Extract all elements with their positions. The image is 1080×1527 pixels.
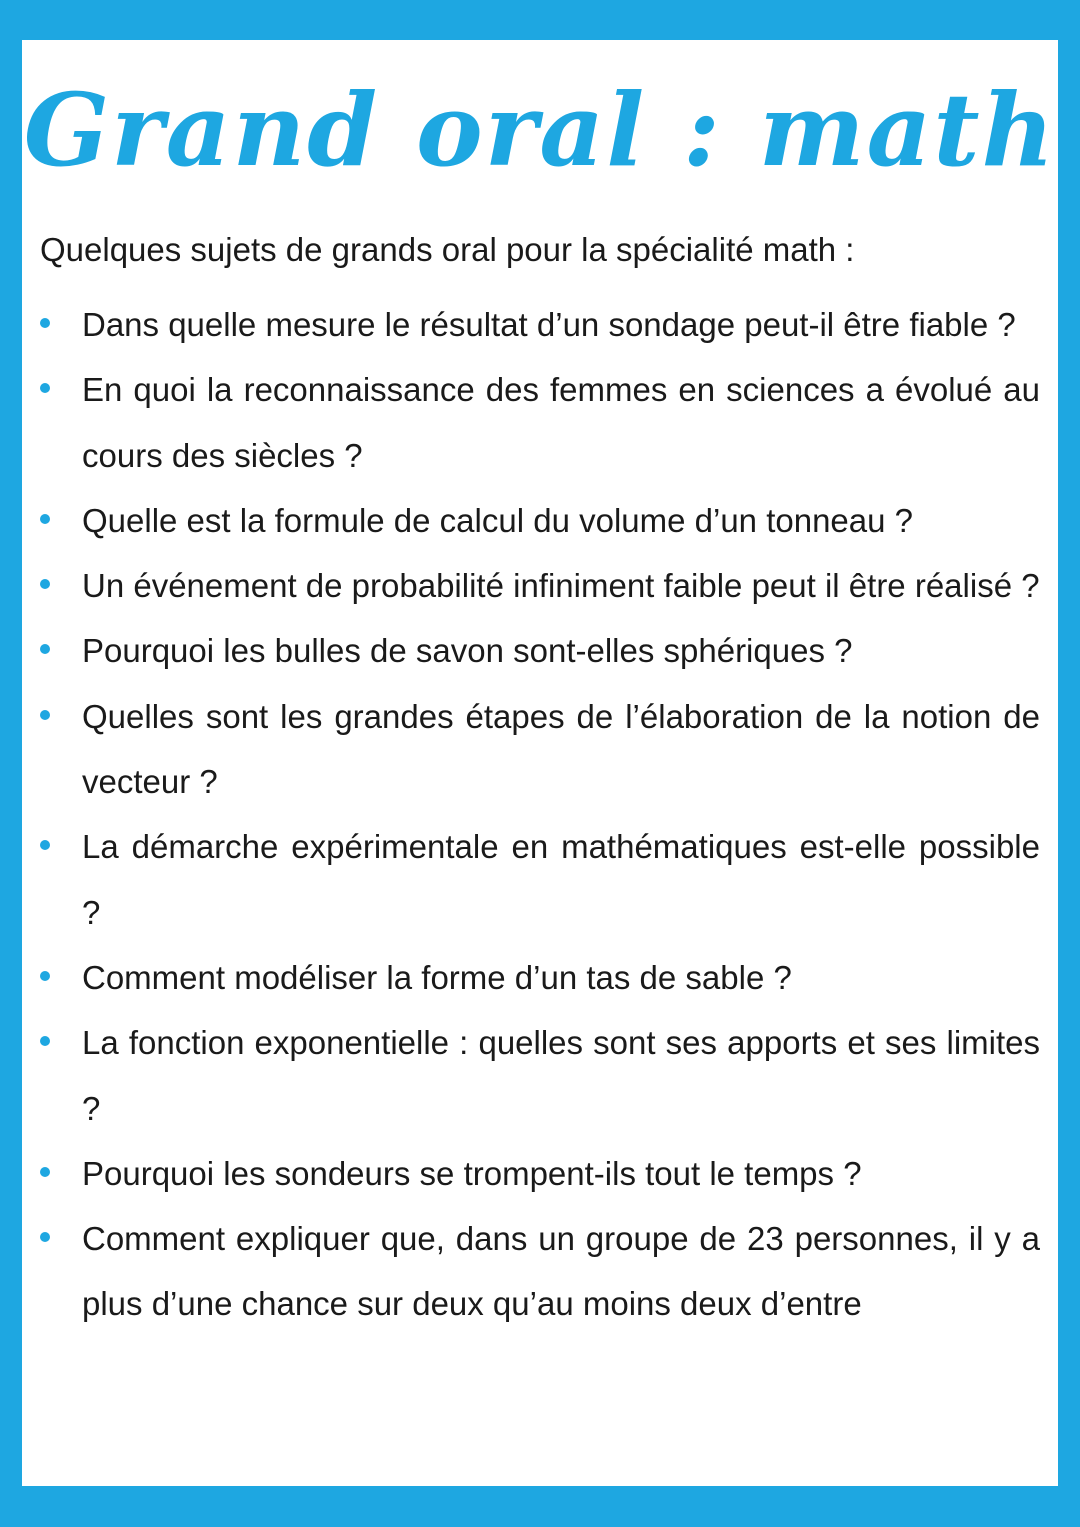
- list-item: [22, 1206, 1058, 1337]
- bullet-icon: [40, 1232, 50, 1242]
- bullet-icon: [40, 1167, 50, 1177]
- topic-text: Quelles sont les grandes étapes de l’élaboration de la notion de vecteur ?: [82, 697, 1040, 801]
- list-item: [22, 814, 1058, 945]
- topic-text: Comment modéliser la forme d’un tas de sable ?: [82, 958, 792, 996]
- bullet-icon: [40, 644, 50, 654]
- intro-text: Quelques sujets de grands oral pour la spécialité math :: [40, 231, 855, 268]
- topic-text: Un événement de probabilité infiniment faible peut il être réalisé ?: [82, 567, 1040, 605]
- topic-text: Comment expliquer que, dans un groupe de 23 personnes, il y a plus d’une chance sur deux qu’au moins deux d’entre: [82, 1220, 1040, 1323]
- document-title: Grand oral : math: [23, 71, 1057, 189]
- list-item: [22, 488, 1058, 553]
- topic-text: Dans quelle mesure le résultat d’un sondage peut-il être fiable ?: [82, 306, 1016, 343]
- topic-text: La démarche expérimentale en mathématiques est-elle possible ?: [82, 828, 1040, 931]
- bullet-icon: [40, 840, 50, 850]
- bullet-icon: [40, 710, 50, 720]
- topic-text: La fonction exponentielle : quelles sont ses apports et ses limites ?: [82, 1024, 1040, 1127]
- list-item: [22, 945, 1058, 1010]
- list-item: [22, 292, 1058, 357]
- bullet-icon: [40, 318, 50, 328]
- topic-text: Pourquoi les bulles de savon sont-elles sphériques ?: [82, 632, 853, 670]
- bullet-icon: [40, 971, 50, 981]
- list-item: [22, 1141, 1058, 1206]
- bullet-icon: [40, 514, 50, 524]
- list-item: [22, 618, 1058, 683]
- topic-list: [22, 292, 1058, 1337]
- topic-text: Quelle est la formule de calcul du volume d’un tonneau ?: [82, 501, 914, 539]
- topic-text: En quoi la reconnaissance des femmes en sciences a évolué au cours des siècles ?: [82, 371, 1040, 474]
- list-item: [22, 1010, 1058, 1141]
- list-item: [22, 684, 1058, 815]
- document-page: [22, 40, 1058, 1486]
- list-item: [22, 357, 1058, 488]
- topic-text: Pourquoi les sondeurs se trompent-ils tout le temps ?: [82, 1154, 862, 1192]
- bullet-icon: [40, 579, 50, 589]
- list-item: [22, 553, 1058, 618]
- bullet-icon: [40, 383, 50, 393]
- bullet-icon: [40, 1036, 50, 1046]
